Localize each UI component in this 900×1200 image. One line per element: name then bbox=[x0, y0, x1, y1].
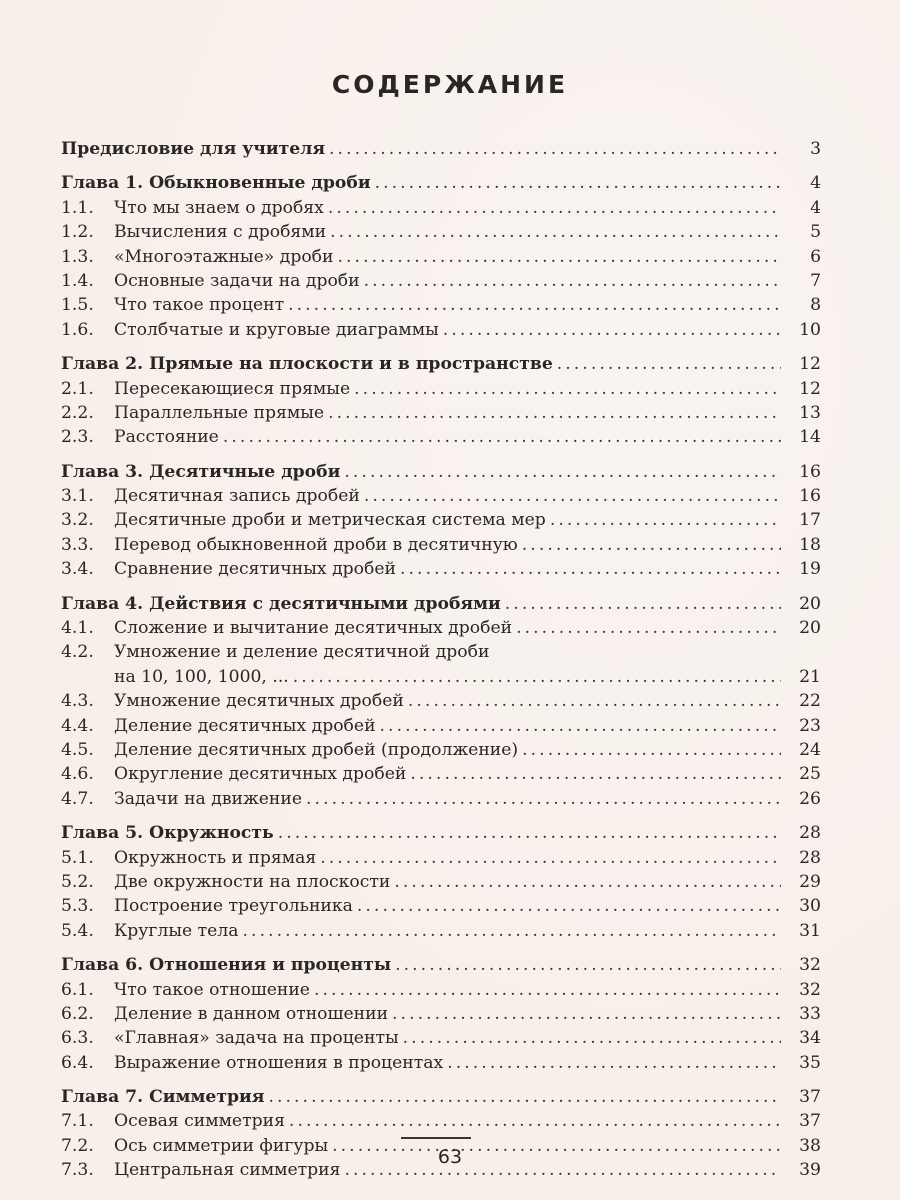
entry-title: Деление десятичных дробей (продолжение) bbox=[114, 739, 519, 760]
dot-leader bbox=[400, 557, 781, 581]
entry-page-number: 38 bbox=[799, 1135, 821, 1156]
entry-title: Что мы знаем о дробях bbox=[114, 197, 324, 218]
dot-leader bbox=[354, 377, 781, 401]
entry-number: 7.3. bbox=[61, 1160, 94, 1181]
entry-number: 1.5. bbox=[61, 295, 94, 316]
toc-entry[interactable] bbox=[61, 425, 821, 449]
toc-entry-continuation[interactable] bbox=[61, 665, 821, 689]
entry-title: Деление десятичных дробей bbox=[114, 715, 376, 736]
entry-number: 4.2. bbox=[61, 642, 94, 663]
entry-number: 7.2. bbox=[61, 1135, 94, 1156]
dot-leader bbox=[522, 738, 781, 762]
entry-number: 4.7. bbox=[61, 788, 94, 809]
entry-number: 5.1. bbox=[61, 847, 94, 868]
dot-leader bbox=[516, 616, 781, 640]
dot-leader bbox=[330, 220, 781, 244]
toc-section-chapter-5 bbox=[61, 821, 821, 943]
entry-number: 4.3. bbox=[61, 691, 94, 712]
toc-entry[interactable] bbox=[61, 196, 821, 220]
dot-leader bbox=[443, 318, 781, 342]
entry-number: 3.2. bbox=[61, 510, 94, 531]
chapter-title: Глава 5. Окружность bbox=[61, 823, 274, 844]
toc-entry[interactable] bbox=[61, 1109, 821, 1133]
toc-chapter-heading[interactable] bbox=[61, 592, 821, 616]
entry-title: Окружность и прямая bbox=[114, 847, 317, 868]
entry-number: 6.4. bbox=[61, 1052, 94, 1073]
entry-title: Что такое процент bbox=[114, 295, 285, 316]
toc-chapter-heading[interactable] bbox=[61, 460, 821, 484]
toc-entry[interactable] bbox=[61, 640, 821, 664]
entry-title: Ось симметрии фигуры bbox=[114, 1135, 329, 1156]
toc-entry[interactable] bbox=[61, 1026, 821, 1050]
chapter-title: Глава 4. Действия с десятичными дробями bbox=[61, 593, 501, 614]
dot-leader bbox=[289, 1109, 781, 1133]
dot-leader bbox=[394, 870, 781, 894]
entry-title: Две окружности на плоскости bbox=[114, 871, 391, 892]
entry-page-number: 17 bbox=[799, 510, 821, 531]
entry-number: 2.2. bbox=[61, 402, 94, 423]
entry-title: Центральная симметрия bbox=[114, 1160, 341, 1181]
toc-section-preface bbox=[61, 137, 821, 161]
dot-leader bbox=[522, 533, 781, 557]
dot-leader bbox=[410, 762, 781, 786]
toc-section-chapter-1 bbox=[61, 171, 821, 342]
entry-page-number: 29 bbox=[799, 871, 821, 892]
dot-leader bbox=[395, 953, 781, 977]
toc-entry[interactable] bbox=[61, 714, 821, 738]
page-number: 63 bbox=[437, 1146, 463, 1168]
dot-leader bbox=[505, 592, 781, 616]
entry-title: Умножение и деление десятичной дроби bbox=[114, 642, 490, 663]
entry-page-number: 10 bbox=[799, 319, 821, 340]
dot-leader bbox=[557, 352, 781, 376]
entry-page-number: 12 bbox=[799, 378, 821, 399]
dot-leader bbox=[380, 714, 781, 738]
entry-page-number: 13 bbox=[799, 402, 821, 423]
dot-leader bbox=[375, 171, 781, 195]
entry-number: 5.2. bbox=[61, 871, 94, 892]
toc-entry[interactable] bbox=[61, 870, 821, 894]
toc-entry[interactable] bbox=[61, 508, 821, 532]
entry-number: 4.4. bbox=[61, 715, 94, 736]
entry-title: Перевод обыкновенной дроби в десятичную bbox=[114, 534, 518, 555]
entry-title: Умножение десятичных дробей bbox=[114, 691, 404, 712]
entry-title: Округление десятичных дробей bbox=[114, 764, 407, 785]
dot-leader bbox=[243, 919, 781, 943]
entry-page-number: 30 bbox=[799, 896, 821, 917]
chapter-page-number: 16 bbox=[799, 461, 821, 482]
toc-entry[interactable] bbox=[61, 1051, 821, 1075]
toc-entry[interactable] bbox=[61, 787, 821, 811]
chapter-title: Глава 2. Прямые на плоскости и в пространстве bbox=[61, 354, 553, 375]
toc-chapter-heading[interactable] bbox=[61, 953, 821, 977]
entry-title: Сравнение десятичных дробей bbox=[114, 559, 396, 580]
dot-leader bbox=[338, 245, 782, 269]
chapter-page-number: 28 bbox=[799, 823, 821, 844]
entry-title: Расстояние bbox=[114, 427, 219, 448]
entry-number: 2.1. bbox=[61, 378, 94, 399]
toc-entry[interactable] bbox=[61, 1002, 821, 1026]
dot-leader bbox=[447, 1051, 781, 1075]
entry-page-number: 26 bbox=[799, 788, 821, 809]
toc-entry[interactable] bbox=[61, 919, 821, 943]
toc-entry-preface[interactable] bbox=[61, 137, 821, 161]
entry-title: Предисловие для учителя bbox=[61, 139, 326, 159]
toc-entry[interactable] bbox=[61, 738, 821, 762]
dot-leader bbox=[306, 787, 781, 811]
dot-leader bbox=[550, 508, 781, 532]
entry-title: Параллельные прямые bbox=[114, 402, 325, 423]
dot-leader bbox=[293, 665, 781, 689]
entry-title: Деление в данном отношении bbox=[114, 1003, 389, 1024]
toc-entry[interactable] bbox=[61, 557, 821, 581]
dot-leader bbox=[268, 1085, 781, 1109]
dot-leader bbox=[329, 137, 781, 161]
entry-title: Десятичные дроби и метрическая система мер bbox=[114, 510, 546, 531]
entry-title: Выражение отношения в процентах bbox=[114, 1052, 444, 1073]
toc-entry[interactable] bbox=[61, 401, 821, 425]
entry-page-number: 23 bbox=[799, 715, 821, 736]
toc-section-chapter-6 bbox=[61, 953, 821, 1075]
chapter-title: Глава 3. Десятичные дроби bbox=[61, 461, 341, 482]
toc-entry[interactable] bbox=[61, 318, 821, 342]
chapter-title: Глава 1. Обыкновенные дроби bbox=[61, 173, 371, 194]
entry-title: Вычисления с дробями bbox=[114, 222, 327, 243]
toc-section-chapter-2 bbox=[61, 352, 821, 450]
chapter-page-number: 4 bbox=[810, 173, 821, 194]
entry-title: «Главная» задача на проценты bbox=[114, 1028, 399, 1049]
entry-title: Столбчатые и круговые диаграммы bbox=[114, 319, 439, 340]
entry-page-number: 18 bbox=[799, 534, 821, 555]
entry-page-number: 3 bbox=[810, 139, 821, 159]
entry-number: 3.3. bbox=[61, 534, 94, 555]
entry-title: Что такое отношение bbox=[114, 979, 310, 1000]
entry-page-number: 6 bbox=[810, 246, 821, 267]
footer-rule bbox=[401, 1137, 471, 1139]
toc-entry[interactable] bbox=[61, 484, 821, 508]
toc-entry[interactable] bbox=[61, 245, 821, 269]
entry-title: Сложение и вычитание десятичных дробей bbox=[114, 618, 513, 639]
chapter-title: Глава 6. Отношения и проценты bbox=[61, 955, 392, 976]
toc-chapter-heading[interactable] bbox=[61, 821, 821, 845]
dot-leader bbox=[403, 1026, 781, 1050]
entry-page-number: 8 bbox=[810, 295, 821, 316]
entry-page-number: 20 bbox=[799, 618, 821, 639]
entry-number: 6.1. bbox=[61, 979, 94, 1000]
entry-number: 7.1. bbox=[61, 1111, 94, 1132]
entry-title: Пересекающиеся прямые bbox=[114, 378, 351, 399]
entry-page-number: 39 bbox=[799, 1160, 821, 1181]
entry-title: Десятичная запись дробей bbox=[114, 486, 360, 507]
entry-page-number: 19 bbox=[799, 559, 821, 580]
toc-entry[interactable] bbox=[61, 689, 821, 713]
dot-leader bbox=[344, 460, 781, 484]
entry-number: 6.3. bbox=[61, 1028, 94, 1049]
toc-entry[interactable] bbox=[61, 616, 821, 640]
entry-title: Осевая симметрия bbox=[114, 1111, 285, 1132]
dot-leader bbox=[357, 894, 781, 918]
toc-entry[interactable] bbox=[61, 377, 821, 401]
dot-leader bbox=[314, 978, 781, 1002]
table-of-contents bbox=[61, 137, 821, 1193]
toc-entry[interactable] bbox=[61, 846, 821, 870]
entry-page-number: 35 bbox=[799, 1052, 821, 1073]
chapter-page-number: 20 bbox=[799, 593, 821, 614]
page-title: СОДЕРЖАНИЕ bbox=[331, 70, 569, 99]
toc-chapter-heading[interactable] bbox=[61, 171, 821, 195]
dot-leader bbox=[288, 293, 781, 317]
toc-entry[interactable] bbox=[61, 894, 821, 918]
toc-entry[interactable] bbox=[61, 978, 821, 1002]
entry-number: 2.3. bbox=[61, 427, 94, 448]
dot-leader bbox=[364, 484, 781, 508]
entry-page-number: 31 bbox=[799, 920, 821, 941]
entry-title: Построение треугольника bbox=[114, 896, 353, 917]
entry-number: 1.1. bbox=[61, 197, 94, 218]
entry-title: Задачи на движение bbox=[114, 788, 303, 809]
entry-number: 5.4. bbox=[61, 920, 94, 941]
toc-entry[interactable] bbox=[61, 293, 821, 317]
entry-number: 1.3. bbox=[61, 246, 94, 267]
entry-number: 3.4. bbox=[61, 559, 94, 580]
dot-leader bbox=[392, 1002, 781, 1026]
chapter-page-number: 32 bbox=[799, 955, 821, 976]
entry-title: Основные задачи на дроби bbox=[114, 270, 360, 291]
entry-page-number: 5 bbox=[810, 222, 821, 243]
entry-number: 6.2. bbox=[61, 1003, 94, 1024]
entry-title: Круглые тела bbox=[114, 920, 239, 941]
entry-number: 3.1. bbox=[61, 486, 94, 507]
toc-section-chapter-4 bbox=[61, 592, 821, 812]
entry-page-number: 7 bbox=[810, 270, 821, 291]
entry-number: 5.3. bbox=[61, 896, 94, 917]
dot-leader bbox=[364, 269, 781, 293]
toc-entry[interactable] bbox=[61, 762, 821, 786]
dot-leader bbox=[328, 196, 781, 220]
entry-page-number: 22 bbox=[799, 691, 821, 712]
chapter-page-number: 12 bbox=[799, 354, 821, 375]
toc-chapter-heading[interactable] bbox=[61, 352, 821, 376]
entry-page-number: 16 bbox=[799, 486, 821, 507]
chapter-title: Глава 7. Симметрия bbox=[61, 1087, 265, 1108]
dot-leader bbox=[328, 401, 781, 425]
entry-number: 4.6. bbox=[61, 764, 94, 785]
entry-page-number: 32 bbox=[799, 979, 821, 1000]
dot-leader bbox=[320, 846, 781, 870]
toc-entry[interactable] bbox=[61, 269, 821, 293]
entry-number: 1.6. bbox=[61, 319, 94, 340]
entry-page-number: 21 bbox=[799, 666, 821, 687]
dot-leader bbox=[223, 425, 781, 449]
entry-page-number: 37 bbox=[799, 1111, 821, 1132]
toc-entry[interactable] bbox=[61, 533, 821, 557]
entry-page-number: 14 bbox=[799, 427, 821, 448]
entry-title: «Многоэтажные» дроби bbox=[114, 246, 334, 267]
chapter-page-number: 37 bbox=[799, 1087, 821, 1108]
entry-page-number: 25 bbox=[799, 764, 821, 785]
entry-number: 4.5. bbox=[61, 739, 94, 760]
entry-page-number: 33 bbox=[799, 1003, 821, 1024]
dot-leader bbox=[408, 689, 781, 713]
entry-title-continuation: на 10, 100, 1000, ... bbox=[114, 666, 289, 687]
entry-page-number: 34 bbox=[799, 1028, 821, 1049]
toc-entry[interactable] bbox=[61, 220, 821, 244]
entry-number: 4.1. bbox=[61, 618, 94, 639]
entry-number: 1.2. bbox=[61, 222, 94, 243]
toc-section-chapter-3 bbox=[61, 460, 821, 582]
dot-leader bbox=[278, 821, 781, 845]
entry-page-number: 4 bbox=[810, 197, 821, 218]
entry-number: 1.4. bbox=[61, 270, 94, 291]
toc-chapter-heading[interactable] bbox=[61, 1085, 821, 1109]
entry-page-number: 24 bbox=[799, 739, 821, 760]
entry-page-number: 28 bbox=[799, 847, 821, 868]
